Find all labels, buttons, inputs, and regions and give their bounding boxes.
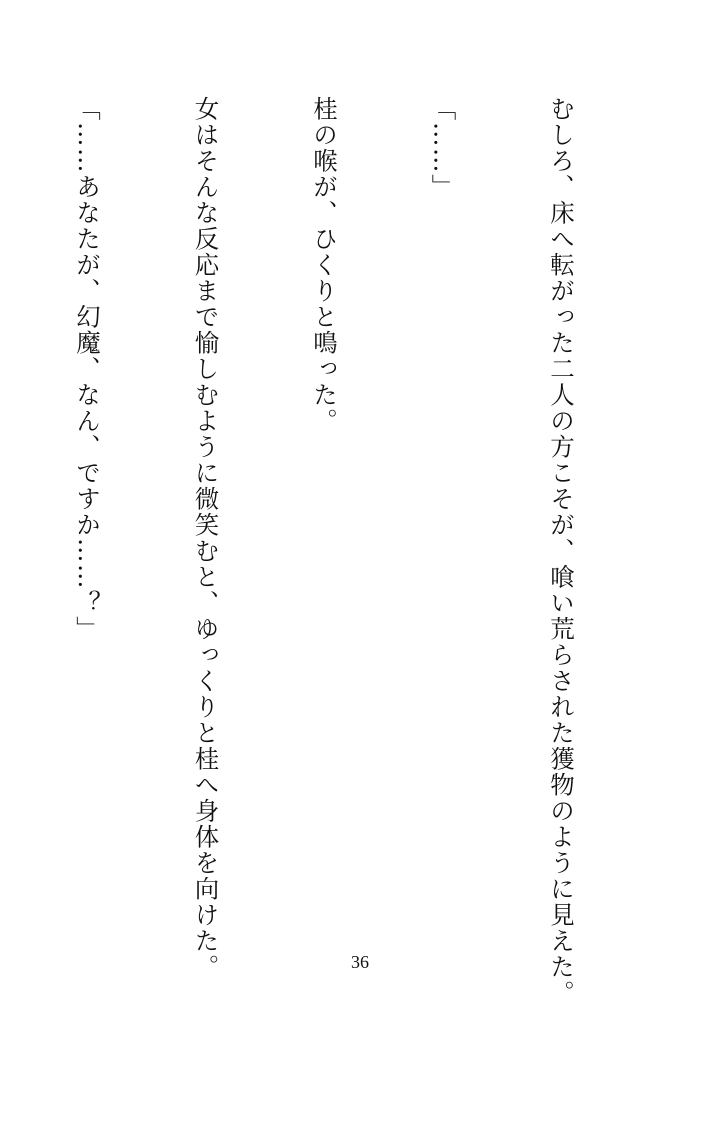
text-line: 「……あなたが、幻魔、なん、ですか……？」 — [73, 96, 102, 642]
text-line: 「……」 — [428, 96, 458, 200]
page-number: 36 — [351, 952, 369, 972]
vertical-text-body — [73, 96, 660, 1006]
text-line: 桂の喉が、ひくりと鳴った。 — [310, 96, 339, 434]
text-line: 女はそんな反応まで愉しむように微笑むと、ゆっくりと桂へ身体を向けた。 — [191, 96, 221, 980]
text-line: むしろ、床へ転がった二人の方こそが、喰い荒らされた獲物のように見えた。 — [547, 96, 576, 1006]
